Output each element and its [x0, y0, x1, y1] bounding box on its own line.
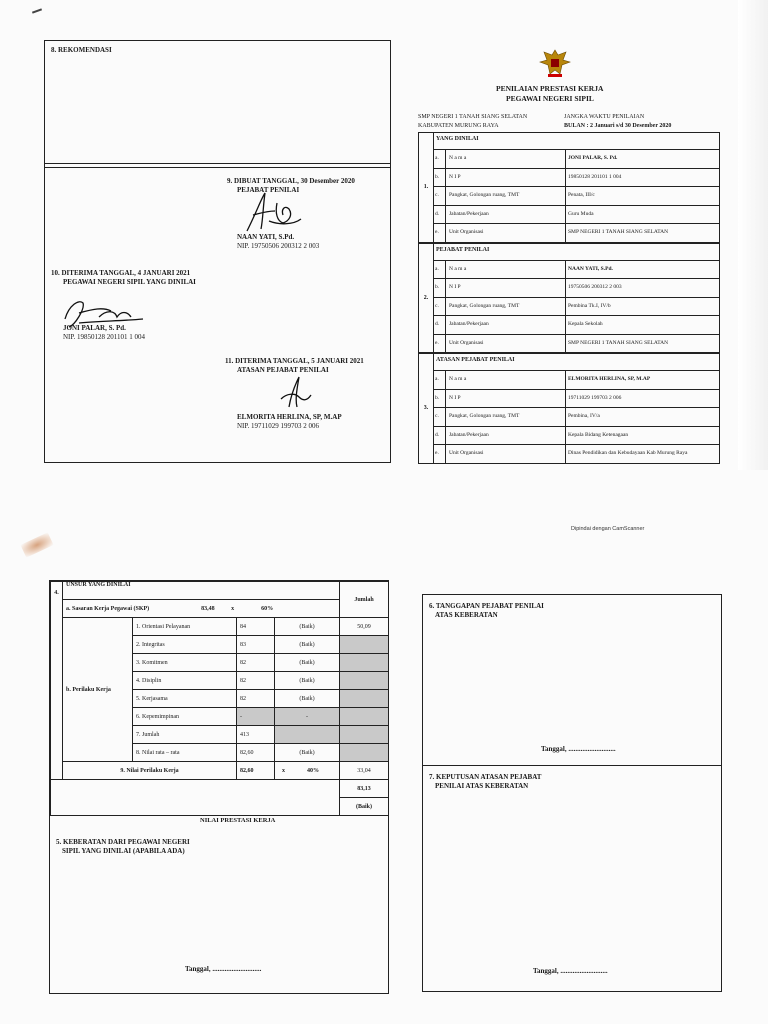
skp-label: a. Sasaran Kerja Pegawai (SKP) [66, 605, 150, 612]
row-value: 19750506 200312 2 003 [568, 284, 622, 290]
perilaku-grade: (Baik) [275, 618, 340, 636]
pejabat-signature [239, 191, 309, 235]
row-letter: a. [434, 261, 446, 279]
row-value: ELMORITA HERLINA, SP, M.AP [568, 376, 651, 382]
identity-row [434, 261, 719, 280]
shaded-cell [340, 726, 389, 744]
skp-x: x [231, 605, 235, 612]
identity-section [419, 133, 719, 242]
skp-pct: 60% [261, 605, 274, 612]
row-letter: a. [434, 150, 446, 168]
section-number: 2. [419, 244, 434, 353]
section-body [434, 133, 719, 242]
period-label: JANGKA WAKTU PENILAIAN [564, 114, 645, 120]
row-label: N I P [446, 279, 566, 297]
perilaku-grade: (Baik) [275, 636, 340, 654]
diterima-11-line2: ATASAN PEJABAT PENILAI [237, 366, 329, 374]
row-label: Unit Organisasi [446, 445, 566, 463]
identity-row [434, 408, 719, 427]
identity-section [419, 242, 719, 353]
identity-row [434, 316, 719, 335]
jumlah-header: Jumlah [340, 582, 389, 618]
blank-cell [51, 780, 340, 816]
skp-row [63, 600, 340, 618]
identity-row [434, 187, 719, 206]
garuda-emblem-icon [538, 46, 572, 80]
dibuat-date: 9. DIBUAT TANGGAL, 30 Desember 2020 [227, 177, 355, 185]
perilaku-grade [275, 726, 340, 744]
section-body [434, 244, 719, 353]
pejabat-label: PEJABAT PENILAI [237, 186, 300, 194]
recommendation-title: 8. REKOMENDASI [51, 46, 112, 54]
scan-mark [32, 8, 42, 13]
pns-name: JONI PALAR, S. Pd. [63, 324, 126, 332]
keberatan-tanggal: Tanggal, ............................ [185, 965, 262, 973]
recommendation-panel [44, 40, 391, 463]
perilaku-score: 83 [237, 636, 275, 654]
shaded-cell [340, 636, 389, 654]
table-row [51, 780, 389, 798]
shaded-cell [340, 690, 389, 708]
perilaku-label: b. Perilaku Kerja [63, 618, 133, 762]
multiplier-x: x [282, 767, 285, 774]
scan-smudge [20, 532, 53, 557]
row-letter: a. [434, 371, 446, 389]
row-letter: e. [434, 445, 446, 463]
table-row [51, 618, 389, 636]
perilaku-grade: (Baik) [275, 690, 340, 708]
row-label: N a m a [446, 371, 566, 389]
row-value: SMP NEGERI 1 TANAH SIANG SELATAN [568, 339, 669, 346]
perilaku-score: 82 [237, 690, 275, 708]
row-value: SMP NEGERI 1 TANAH SIANG SELATAN [568, 229, 669, 235]
tanggapan-6-tanggal: Tanggal, ........................... [541, 745, 616, 753]
table-row [51, 582, 389, 600]
keputusan-7-line2: PENILAI ATAS KEBERATAN [435, 782, 529, 790]
skp-value: 83,48 [201, 605, 215, 612]
section-title: ATASAN PEJABAT PENILAI [434, 354, 719, 371]
pejabat-name: NAAN YATI, S.Pd. [237, 233, 295, 241]
row-value: Kepala Bidang Ketenagaan [568, 431, 629, 438]
section-title: PEJABAT PENILAI [434, 244, 719, 261]
tanggapan-6-line1: 6. TANGGAPAN PEJABAT PENILAI [429, 602, 544, 610]
diterima-11-line1: 11. DITERIMA TANGGAL, 5 JANUARI 2021 [225, 357, 364, 365]
row-label: Jabatan/Pekerjaan [446, 206, 566, 224]
atasan-name: ELMORITA HERLINA, SP, M.AP [237, 413, 342, 421]
identity-row [434, 224, 719, 242]
perilaku-grade: (Baik) [275, 744, 340, 762]
row-label: Pangkat, Golongan ruang, TMT [446, 408, 566, 426]
row-letter: b. [434, 169, 446, 187]
nilai-perilaku-multiplier [275, 762, 340, 780]
identity-row [434, 206, 719, 225]
row-label: N a m a [446, 150, 566, 168]
tanggapan-panel [422, 594, 722, 992]
perilaku-item: 6. Kepemimpinan [133, 708, 237, 726]
scan-edge [738, 0, 768, 470]
row-letter: d. [434, 316, 446, 334]
pns-nip: NIP. 19850128 201101 1 004 [63, 333, 145, 341]
section-body [434, 354, 719, 463]
unsur-table [50, 581, 388, 824]
keberatan-line2: SIPIL YANG DINILAI (APABILA ADA) [62, 847, 185, 855]
row-value: Pembina Tk.I, IV/b [568, 302, 611, 309]
section-number: 1. [419, 133, 434, 242]
identity-title-2: PEGAWAI NEGERI SIPIL [506, 94, 594, 103]
identity-table [418, 132, 720, 464]
scanner-note: Dipindai dengan CamScanner [571, 526, 645, 532]
nilai-prestasi-value: 83,13 [340, 780, 389, 798]
row-letter: c. [434, 187, 446, 205]
row-label: N I P [446, 390, 566, 408]
shaded-cell [340, 672, 389, 690]
row-label: Jabatan/Pekerjaan [446, 316, 566, 334]
perilaku-score: 84 [237, 618, 275, 636]
row-value: 19850128 201101 1 004 [568, 173, 622, 180]
row-letter: b. [434, 390, 446, 408]
perilaku-item: 2. Integritas [133, 636, 237, 654]
shaded-cell [340, 708, 389, 726]
row-letter: e. [434, 335, 446, 353]
multiplier-pct: 40% [307, 767, 319, 774]
keputusan-7-line1: 7. KEPUTUSAN ATASAN PEJABAT [429, 773, 542, 781]
tanggapan-6-line2: ATAS KEBERATAN [435, 611, 498, 619]
keputusan-7-tanggal: Tanggal, ........................... [533, 967, 608, 975]
nilai-prestasi-label: NILAI PRESTASI KERJA [200, 817, 276, 824]
section-number: 3. [419, 354, 434, 463]
row-value: Penata, III/c [568, 192, 595, 198]
row-label: Unit Organisasi [446, 224, 566, 242]
perilaku-grade: - [275, 708, 340, 726]
perilaku-score: 413 [237, 726, 275, 744]
perilaku-score: - [237, 708, 275, 726]
shaded-cell [340, 744, 389, 762]
diterima-10-line2: PEGAWAI NEGERI SIPIL YANG DINILAI [63, 278, 196, 286]
school-name: SMP NEGERI 1 TANAH SIANG SELATAN [418, 114, 528, 120]
perilaku-item: 5. Kerjasama [133, 690, 237, 708]
perilaku-score: 82 [237, 672, 275, 690]
identity-row [434, 298, 719, 317]
row-value: 19711029 199703 2 006 [568, 394, 622, 401]
identity-row [434, 427, 719, 446]
identity-row [434, 445, 719, 463]
row-value: Pembina, IV/a [568, 413, 600, 419]
perilaku-score: 82 [237, 654, 275, 672]
skp-jumlah: 50,09 [340, 618, 389, 636]
atasan-signature [275, 373, 315, 411]
unsur-panel [49, 580, 389, 994]
shaded-cell [340, 654, 389, 672]
row-label: Pangkat, Golongan ruang, TMT [446, 187, 566, 205]
nilai-prestasi-grade: (Baik) [340, 798, 389, 816]
row-label: Unit Organisasi [446, 335, 566, 353]
row-letter: c. [434, 298, 446, 316]
table-row [51, 762, 389, 780]
identity-row [434, 335, 719, 353]
row-value: Guru Muda [568, 210, 594, 217]
identity-row [434, 371, 719, 390]
row-value: NAAN YATI, S.Pd. [568, 265, 613, 272]
row-letter: c. [434, 408, 446, 426]
keberatan-line1: 5. KEBERATAN DARI PEGAWAI NEGERI [56, 838, 190, 846]
unsur-number: 4. [51, 582, 63, 780]
row-value: Dinas Pendidikan dan Kebudayaan Kab Murung Raya [568, 450, 688, 456]
perilaku-score: 82,60 [237, 744, 275, 762]
perilaku-item: 8. Nilai rata – rata [133, 744, 237, 762]
row-letter: d. [434, 427, 446, 445]
row-label: N I P [446, 169, 566, 187]
perilaku-grade: (Baik) [275, 654, 340, 672]
perilaku-item: 3. Komitmen [133, 654, 237, 672]
identity-title-1: PENILAIAN PRESTASI KERJA [496, 84, 604, 93]
nilai-perilaku-label: 9. Nilai Perilaku Kerja [63, 762, 237, 780]
unsur-title: UNSUR YANG DINILAI [63, 582, 340, 600]
row-letter: e. [434, 224, 446, 242]
perilaku-item: 4. Disiplin [133, 672, 237, 690]
perilaku-item: 1. Orientasi Pelayanan [133, 618, 237, 636]
section-title: YANG DINILAI [434, 133, 719, 150]
period-value: BULAN : 2 Januari s/d 30 Desember 2020 [564, 123, 672, 129]
nilai-perilaku-jumlah: 33,04 [340, 762, 389, 780]
perilaku-item: 7. Jumlah [133, 726, 237, 744]
row-label: Pangkat, Golongan ruang, TMT [446, 298, 566, 316]
pejabat-nip: NIP. 19750506 200312 2 003 [237, 242, 320, 250]
row-label: Jabatan/Pekerjaan [446, 427, 566, 445]
atasan-nip: NIP. 19711029 199703 2 006 [237, 422, 319, 430]
identity-row [434, 169, 719, 188]
row-value: Kepala Sekolah [568, 321, 603, 327]
identity-row [434, 279, 719, 298]
identity-section [419, 352, 719, 463]
identity-page [416, 44, 722, 460]
nilai-perilaku-value: 82,60 [237, 762, 275, 780]
diterima-10-line1: 10. DITERIMA TANGGAL, 4 JANUARI 2021 [51, 269, 191, 277]
perilaku-grade: (Baik) [275, 672, 340, 690]
identity-row [434, 390, 719, 409]
row-letter: b. [434, 279, 446, 297]
table-row [51, 600, 389, 618]
row-value: JONI PALAR, S. Pd. [568, 155, 618, 161]
identity-row [434, 150, 719, 169]
kabupaten: KABUPATEN MURUNG RAYA [418, 123, 499, 129]
row-label: N a m a [446, 261, 566, 279]
row-letter: d. [434, 206, 446, 224]
